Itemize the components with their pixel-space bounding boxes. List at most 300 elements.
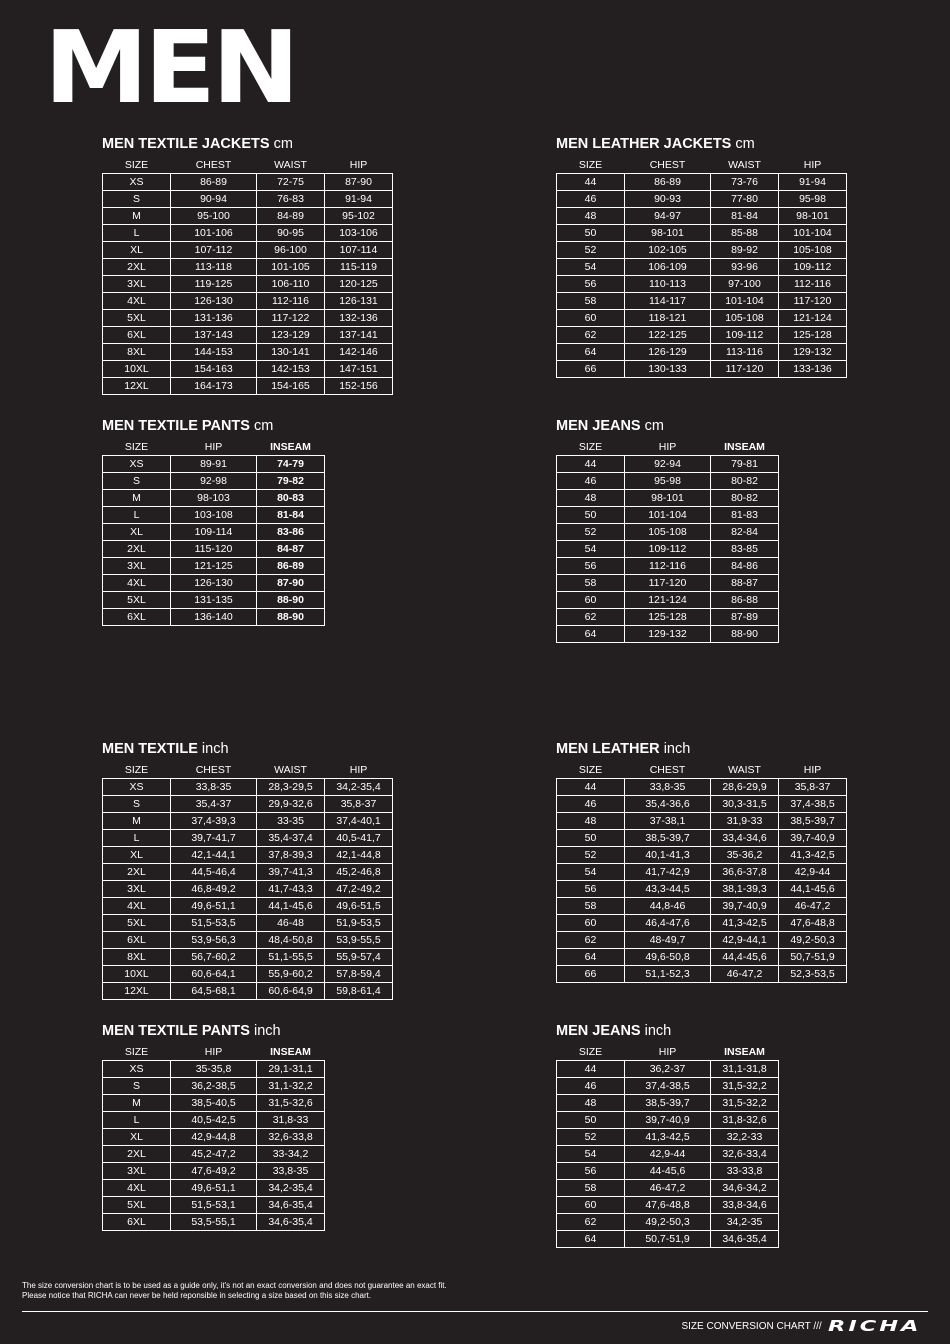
table-row [557, 829, 847, 846]
table-row [557, 574, 779, 591]
size-table [556, 440, 779, 643]
table-cell-chest: 38,5-39,7 [625, 829, 711, 846]
table-cell-inseam: 31,5-32,2 [711, 1094, 779, 1111]
table-cell-chest: 144-153 [171, 343, 257, 360]
table-cell-inseam: 32,6-33,4 [711, 1145, 779, 1162]
table-cell-size: 58 [557, 574, 625, 591]
table-cell-size: M [103, 812, 171, 829]
table-cell-chest: 86-89 [625, 173, 711, 190]
table-cell-waist: 109-112 [711, 326, 779, 343]
table-row [557, 360, 847, 377]
table-cell-size: 60 [557, 914, 625, 931]
table-cell-size: 2XL [103, 863, 171, 880]
table-cell-size: 4XL [103, 897, 171, 914]
table-cell-chest: 131-136 [171, 309, 257, 326]
table-cell-inseam: 81-83 [711, 506, 779, 523]
table-cell-hip: 50,7-51,9 [625, 1230, 711, 1247]
table-title-name: MEN TEXTILE PANTS [102, 1023, 250, 1039]
table-cell-hip: 133-136 [779, 360, 847, 377]
table-row [557, 948, 847, 965]
table-cell-hip: 38,5-39,7 [625, 1094, 711, 1111]
table-cell-size: 2XL [103, 258, 171, 275]
table-cell-size: XS [103, 173, 171, 190]
table-cell-hip: 47,2-49,2 [325, 880, 393, 897]
table-title-name: MEN JEANS [556, 1023, 641, 1039]
table-row [557, 275, 847, 292]
table-cell-inseam: 80-82 [711, 472, 779, 489]
table-row [557, 897, 847, 914]
table-row [103, 574, 325, 591]
table-cell-waist: 28,6-29,9 [711, 778, 779, 795]
table-cell-waist: 38,1-39,3 [711, 880, 779, 897]
table-cell-inseam: 81-84 [257, 506, 325, 523]
table-row [557, 557, 779, 574]
table-cell-size: XS [103, 778, 171, 795]
table-cell-waist: 51,1-55,5 [257, 948, 325, 965]
table-cell-chest: 122-125 [625, 326, 711, 343]
table-row [103, 343, 393, 360]
table-cell-hip: 137-141 [325, 326, 393, 343]
table-cell-chest: 137-143 [171, 326, 257, 343]
table-row [557, 173, 847, 190]
table-row [557, 455, 779, 472]
table-header-row [557, 1045, 779, 1061]
table-cell-waist: 85-88 [711, 224, 779, 241]
table-cell-hip: 95-98 [625, 472, 711, 489]
table-title-name: MEN JEANS [556, 418, 641, 434]
table-cell-size: 6XL [103, 608, 171, 625]
table-cell-inseam: 33,8-35 [257, 1162, 325, 1179]
table-cell-waist: 84-89 [257, 207, 325, 224]
table-title [102, 742, 393, 757]
table-cell-size: 58 [557, 897, 625, 914]
table-row [557, 1128, 779, 1145]
table-row [103, 1179, 325, 1196]
table-row [557, 880, 847, 897]
table-cell-size: 52 [557, 241, 625, 258]
table-cell-hip: 98-103 [171, 489, 257, 506]
size-table [556, 158, 847, 378]
table-cell-size: 62 [557, 1213, 625, 1230]
textile-pants-inch-block [102, 1024, 325, 1231]
table-row [103, 1162, 325, 1179]
table-cell-hip: 125-128 [625, 608, 711, 625]
table-row [557, 795, 847, 812]
table-title-name: MEN TEXTILE PANTS [102, 418, 250, 434]
table-row [557, 1060, 779, 1077]
table-cell-size: 54 [557, 258, 625, 275]
table-title-name: MEN TEXTILE JACKETS [102, 136, 270, 152]
table-cell-chest: 37,4-39,3 [171, 812, 257, 829]
table-title [556, 419, 779, 434]
table-cell-waist: 48,4-50,8 [257, 931, 325, 948]
table-row [557, 863, 847, 880]
table-cell-hip: 107-114 [325, 241, 393, 258]
table-cell-chest: 33,8-35 [625, 778, 711, 795]
table-cell-hip: 38,5-39,7 [779, 812, 847, 829]
column-header-chest: CHEST [195, 159, 232, 171]
table-cell-hip: 103-108 [171, 506, 257, 523]
column-header-chest: CHEST [195, 764, 232, 776]
table-cell-inseam: 33-34,2 [257, 1145, 325, 1162]
table-cell-hip: 44-45,6 [625, 1162, 711, 1179]
table-cell-size: 5XL [103, 591, 171, 608]
table-cell-size: 58 [557, 292, 625, 309]
table-cell-size: 6XL [103, 931, 171, 948]
table-cell-size: 66 [557, 965, 625, 982]
table-cell-size: 4XL [103, 1179, 171, 1196]
table-title-name: MEN LEATHER [556, 741, 660, 757]
table-cell-chest: 48-49,7 [625, 931, 711, 948]
table-cell-chest: 46,8-49,2 [171, 880, 257, 897]
table-cell-hip: 109-114 [171, 523, 257, 540]
table-cell-hip: 142-146 [325, 343, 393, 360]
table-cell-hip: 51,5-53,1 [171, 1196, 257, 1213]
table-row [557, 1213, 779, 1230]
table-cell-inseam: 33,8-34,6 [711, 1196, 779, 1213]
table-cell-chest: 56,7-60,2 [171, 948, 257, 965]
table-cell-waist: 35-36,2 [711, 846, 779, 863]
size-table [556, 763, 847, 983]
table-row [557, 1162, 779, 1179]
column-header-inseam: INSEAM [724, 1046, 765, 1058]
table-cell-chest: 94-97 [625, 207, 711, 224]
table-cell-waist: 130-141 [257, 343, 325, 360]
column-header-size: SIZE [124, 1046, 149, 1058]
table-cell-hip: 42,1-44,8 [325, 846, 393, 863]
table-cell-hip: 45,2-47,2 [171, 1145, 257, 1162]
table-cell-waist: 93-96 [711, 258, 779, 275]
table-cell-hip: 92-94 [625, 455, 711, 472]
size-table [102, 763, 393, 1000]
table-cell-inseam: 32,6-33,8 [257, 1128, 325, 1145]
textile-jackets-cm-block [102, 137, 393, 395]
table-row [103, 506, 325, 523]
column-header-chest: CHEST [649, 764, 686, 776]
table-row [103, 292, 393, 309]
table-cell-chest: 44,5-46,4 [171, 863, 257, 880]
table-cell-waist: 76-83 [257, 190, 325, 207]
table-cell-size: 6XL [103, 326, 171, 343]
table-title-unit: inch [201, 741, 229, 757]
table-row [557, 1094, 779, 1111]
table-cell-size: 48 [557, 489, 625, 506]
table-title [102, 137, 393, 152]
table-cell-size: 2XL [103, 1145, 171, 1162]
table-row [557, 931, 847, 948]
table-cell-chest: 49,6-50,8 [625, 948, 711, 965]
footer-label: SIZE CONVERSION CHART /// [681, 1320, 822, 1332]
column-header-hip: HIP [204, 441, 223, 453]
table-title-unit: inch [644, 1023, 672, 1039]
table-row [103, 1196, 325, 1213]
table-row [557, 965, 847, 982]
table-cell-waist: 46-47,2 [711, 965, 779, 982]
table-cell-hip: 92-98 [171, 472, 257, 489]
table-row [103, 1213, 325, 1230]
table-cell-chest: 118-121 [625, 309, 711, 326]
table-cell-size: L [103, 829, 171, 846]
table-cell-inseam: 84-86 [711, 557, 779, 574]
table-cell-size: 46 [557, 190, 625, 207]
table-cell-chest: 154-163 [171, 360, 257, 377]
table-cell-hip: 35-35,8 [171, 1060, 257, 1077]
table-cell-chest: 37-38,1 [625, 812, 711, 829]
table-cell-hip: 46-47,2 [625, 1179, 711, 1196]
table-cell-chest: 41,7-42,9 [625, 863, 711, 880]
table-cell-waist: 101-104 [711, 292, 779, 309]
table-cell-size: 8XL [103, 343, 171, 360]
table-cell-hip: 95-102 [325, 207, 393, 224]
table-cell-inseam: 87-90 [257, 574, 325, 591]
table-cell-size: 3XL [103, 880, 171, 897]
table-cell-chest: 51,1-52,3 [625, 965, 711, 982]
table-cell-inseam: 84-87 [257, 540, 325, 557]
table-cell-chest: 35,4-37 [171, 795, 257, 812]
column-header-hip: HIP [658, 1046, 677, 1058]
table-cell-hip: 95-98 [779, 190, 847, 207]
table-cell-size: 48 [557, 207, 625, 224]
table-cell-size: 3XL [103, 1162, 171, 1179]
table-cell-hip: 59,8-61,4 [325, 982, 393, 999]
table-cell-hip: 152-156 [325, 377, 393, 394]
table-cell-hip: 42,9-44 [625, 1145, 711, 1162]
table-cell-waist: 101-105 [257, 258, 325, 275]
table-row [557, 241, 847, 258]
table-cell-size: 56 [557, 880, 625, 897]
table-row [557, 1196, 779, 1213]
table-cell-chest: 101-106 [171, 224, 257, 241]
table-cell-hip: 42,9-44,8 [171, 1128, 257, 1145]
table-cell-size: S [103, 795, 171, 812]
table-title [556, 137, 847, 152]
table-cell-hip: 101-104 [779, 224, 847, 241]
table-cell-size: 44 [557, 173, 625, 190]
table-cell-size: 54 [557, 1145, 625, 1162]
page-title: MEN [44, 9, 296, 126]
table-cell-size: 50 [557, 506, 625, 523]
table-cell-waist: 105-108 [711, 309, 779, 326]
table-cell-chest: 107-112 [171, 241, 257, 258]
leather-jackets-cm-block [556, 137, 847, 378]
table-cell-inseam: 79-81 [711, 455, 779, 472]
disclaimer-line: The size conversion chart is to be used as a guide only, it's not an exact conversion and does not guarantee an exact fit. [22, 1281, 447, 1290]
table-row [557, 1077, 779, 1094]
table-cell-size: M [103, 207, 171, 224]
table-cell-hip: 42,9-44 [779, 863, 847, 880]
table-cell-chest: 35,4-36,6 [625, 795, 711, 812]
table-cell-waist: 39,7-41,3 [257, 863, 325, 880]
table-cell-inseam: 34,6-34,2 [711, 1179, 779, 1196]
table-cell-inseam: 29,1-31,1 [257, 1060, 325, 1077]
table-title-unit: cm [254, 418, 274, 434]
table-cell-chest: 114-117 [625, 292, 711, 309]
table-cell-size: L [103, 224, 171, 241]
table-cell-inseam: 34,2-35,4 [257, 1179, 325, 1196]
table-row [103, 846, 393, 863]
table-cell-hip: 129-132 [625, 625, 711, 642]
column-header-hip: HIP [204, 1046, 223, 1058]
table-cell-size: 56 [557, 275, 625, 292]
table-row [103, 1060, 325, 1077]
table-cell-waist: 113-116 [711, 343, 779, 360]
table-cell-hip: 50,7-51,9 [779, 948, 847, 965]
table-cell-size: 5XL [103, 1196, 171, 1213]
table-cell-chest: 102-105 [625, 241, 711, 258]
table-row [557, 625, 779, 642]
table-header-row [103, 158, 393, 174]
textile-inch-block [102, 742, 393, 1000]
table-cell-hip: 39,7-40,9 [625, 1111, 711, 1128]
column-header-hip: HIP [349, 764, 368, 776]
table-cell-size: L [103, 1111, 171, 1128]
table-cell-hip: 49,2-50,3 [625, 1213, 711, 1230]
table-cell-size: 2XL [103, 540, 171, 557]
table-cell-waist: 29,9-32,6 [257, 795, 325, 812]
table-cell-size: 64 [557, 625, 625, 642]
table-row [103, 557, 325, 574]
table-cell-size: S [103, 1077, 171, 1094]
table-cell-size: M [103, 1094, 171, 1111]
table-cell-inseam: 34,6-35,4 [257, 1213, 325, 1230]
table-row [103, 360, 393, 377]
table-title-unit: inch [254, 1023, 281, 1039]
table-title-unit: cm [644, 418, 664, 434]
table-cell-hip: 35,8-37 [325, 795, 393, 812]
table-row [103, 472, 325, 489]
table-row [557, 1145, 779, 1162]
table-cell-hip: 40,5-42,5 [171, 1111, 257, 1128]
table-cell-waist: 28,3-29,5 [257, 778, 325, 795]
table-cell-inseam: 88-90 [257, 591, 325, 608]
table-cell-size: 10XL [103, 965, 171, 982]
table-cell-chest: 60,6-64,1 [171, 965, 257, 982]
table-cell-hip: 132-136 [325, 309, 393, 326]
table-row [103, 489, 325, 506]
table-row [557, 778, 847, 795]
table-cell-inseam: 82-84 [711, 523, 779, 540]
table-cell-chest: 90-93 [625, 190, 711, 207]
table-cell-size: 64 [557, 948, 625, 965]
column-header-inseam: INSEAM [270, 441, 311, 453]
table-title [556, 742, 847, 757]
table-cell-waist: 89-92 [711, 241, 779, 258]
table-cell-hip: 47,6-49,2 [171, 1162, 257, 1179]
table-row [103, 914, 393, 931]
table-cell-inseam: 34,6-35,4 [257, 1196, 325, 1213]
column-header-waist: WAIST [274, 159, 307, 171]
table-cell-hip: 109-112 [779, 258, 847, 275]
table-cell-chest: 46,4-47,6 [625, 914, 711, 931]
table-cell-waist: 31,9-33 [711, 812, 779, 829]
table-row [103, 931, 393, 948]
table-row [557, 258, 847, 275]
table-cell-hip: 98-101 [625, 489, 711, 506]
table-cell-inseam: 34,6-35,4 [711, 1230, 779, 1247]
table-cell-hip: 46-47,2 [779, 897, 847, 914]
table-cell-size: 64 [557, 343, 625, 360]
table-row [103, 948, 393, 965]
table-cell-waist: 142-153 [257, 360, 325, 377]
table-row [103, 326, 393, 343]
table-cell-size: 60 [557, 1196, 625, 1213]
table-cell-size: 48 [557, 1094, 625, 1111]
table-cell-size: 8XL [103, 948, 171, 965]
disclaimer-line: Please notice that RICHA can never be held reponsible in selecting a size based on this size chart. [22, 1291, 372, 1300]
table-cell-size: 44 [557, 455, 625, 472]
size-table [102, 1045, 325, 1231]
table-cell-hip: 112-116 [779, 275, 847, 292]
table-cell-chest: 51,5-53,5 [171, 914, 257, 931]
table-cell-waist: 106-110 [257, 275, 325, 292]
column-header-size: SIZE [578, 1046, 603, 1058]
table-cell-hip: 87-90 [325, 173, 393, 190]
table-cell-size: S [103, 190, 171, 207]
table-cell-chest: 90-94 [171, 190, 257, 207]
table-cell-waist: 46-48 [257, 914, 325, 931]
table-cell-waist: 90-95 [257, 224, 325, 241]
table-cell-chest: 40,1-41,3 [625, 846, 711, 863]
table-cell-waist: 33,4-34,6 [711, 829, 779, 846]
table-cell-size: 52 [557, 846, 625, 863]
table-row [103, 795, 393, 812]
table-row [557, 591, 779, 608]
table-row [103, 1145, 325, 1162]
table-row [103, 258, 393, 275]
table-cell-chest: 39,7-41,7 [171, 829, 257, 846]
table-title-unit: cm [273, 136, 293, 152]
size-table [102, 158, 393, 395]
table-row [103, 829, 393, 846]
table-cell-size: 62 [557, 931, 625, 948]
table-cell-chest: 95-100 [171, 207, 257, 224]
table-cell-hip: 121-124 [625, 591, 711, 608]
table-cell-size: 60 [557, 591, 625, 608]
table-row [557, 608, 779, 625]
table-cell-hip: 53,5-55,1 [171, 1213, 257, 1230]
table-cell-hip: 49,6-51,1 [171, 1179, 257, 1196]
table-cell-size: 60 [557, 309, 625, 326]
disclaimer [22, 1281, 447, 1301]
table-cell-hip: 121-124 [779, 309, 847, 326]
table-cell-chest: 49,6-51,1 [171, 897, 257, 914]
table-row [103, 982, 393, 999]
table-cell-inseam: 31,8-32,6 [711, 1111, 779, 1128]
column-header-hip: HIP [658, 441, 677, 453]
table-cell-hip: 41,3-42,5 [779, 846, 847, 863]
table-cell-size: 46 [557, 795, 625, 812]
table-cell-hip: 115-120 [171, 540, 257, 557]
table-row [103, 224, 393, 241]
table-row [103, 1111, 325, 1128]
table-row [103, 377, 393, 394]
table-cell-size: 50 [557, 224, 625, 241]
table-cell-waist: 37,8-39,3 [257, 846, 325, 863]
table-cell-inseam: 87-89 [711, 608, 779, 625]
table-cell-inseam: 88-87 [711, 574, 779, 591]
table-cell-size: 46 [557, 1077, 625, 1094]
table-cell-hip: 37,4-38,5 [625, 1077, 711, 1094]
table-cell-inseam: 80-82 [711, 489, 779, 506]
table-row [557, 207, 847, 224]
table-row [557, 506, 779, 523]
leather-inch-block [556, 742, 847, 983]
table-cell-hip: 109-112 [625, 540, 711, 557]
table-cell-hip: 147-151 [325, 360, 393, 377]
table-cell-hip: 37,4-38,5 [779, 795, 847, 812]
table-cell-size: XS [103, 455, 171, 472]
table-cell-size: L [103, 506, 171, 523]
